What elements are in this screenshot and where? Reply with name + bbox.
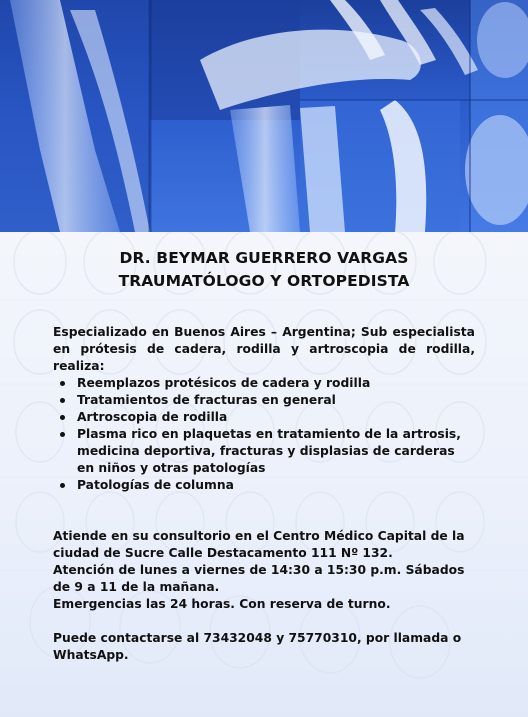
treatment-text: Plasma rico en plaquetas en tratamiento de la artrosis, medicina deportiva, fracturas y displasias de carderas en niños y otras patologías — [77, 427, 461, 475]
specialization-intro: Especializado en Buenos Aires – Argentina; Sub especialista en prótesis de cadera, rodilla y artroscopia de rodilla, realiza: — [53, 325, 475, 373]
treatment-text: Artroscopia de rodilla — [77, 410, 228, 424]
treatment-text: Tratamientos de fracturas en general — [77, 393, 336, 407]
xray-hero-image — [0, 0, 528, 232]
spacer — [53, 511, 475, 528]
doctor-name: DR. BEYMAR GUERRERO VARGAS — [119, 249, 409, 267]
office-hours: Atención de lunes a viernes de 14:30 a 15:30 p.m. Sábados de 9 a 11 de la mañana. — [53, 563, 465, 594]
list-item — [77, 392, 475, 409]
treatment-text: Reemplazos protésicos de cadera y rodilla — [77, 376, 371, 390]
bullet-icon — [60, 432, 65, 437]
spacer — [53, 613, 475, 630]
bullet-icon — [60, 415, 65, 420]
contact-info: Puede contactarse al 73432048 y 75770310, por llamada o WhatsApp. — [53, 631, 462, 662]
list-item — [77, 375, 475, 392]
bullet-icon — [60, 381, 65, 386]
bullet-icon — [60, 398, 65, 403]
treatments-list — [53, 375, 475, 494]
doctor-specialty: TRAUMATÓLOGO Y ORTOPEDISTA — [118, 272, 410, 290]
heading — [53, 247, 475, 293]
list-item — [77, 477, 475, 494]
emergencies-note: Emergencias las 24 horas. Con reserva de turno. — [53, 597, 391, 611]
list-item — [77, 409, 475, 426]
spacer — [53, 494, 475, 511]
office-address: Atiende en su consultorio en el Centro Médico Capital de la ciudad de Sucre Calle Destacamento 111 Nº 132. — [53, 529, 465, 560]
treatment-text: Patologías de columna — [77, 478, 234, 492]
list-item — [77, 426, 475, 477]
bullet-icon — [60, 483, 65, 488]
doctor-info — [53, 232, 475, 664]
